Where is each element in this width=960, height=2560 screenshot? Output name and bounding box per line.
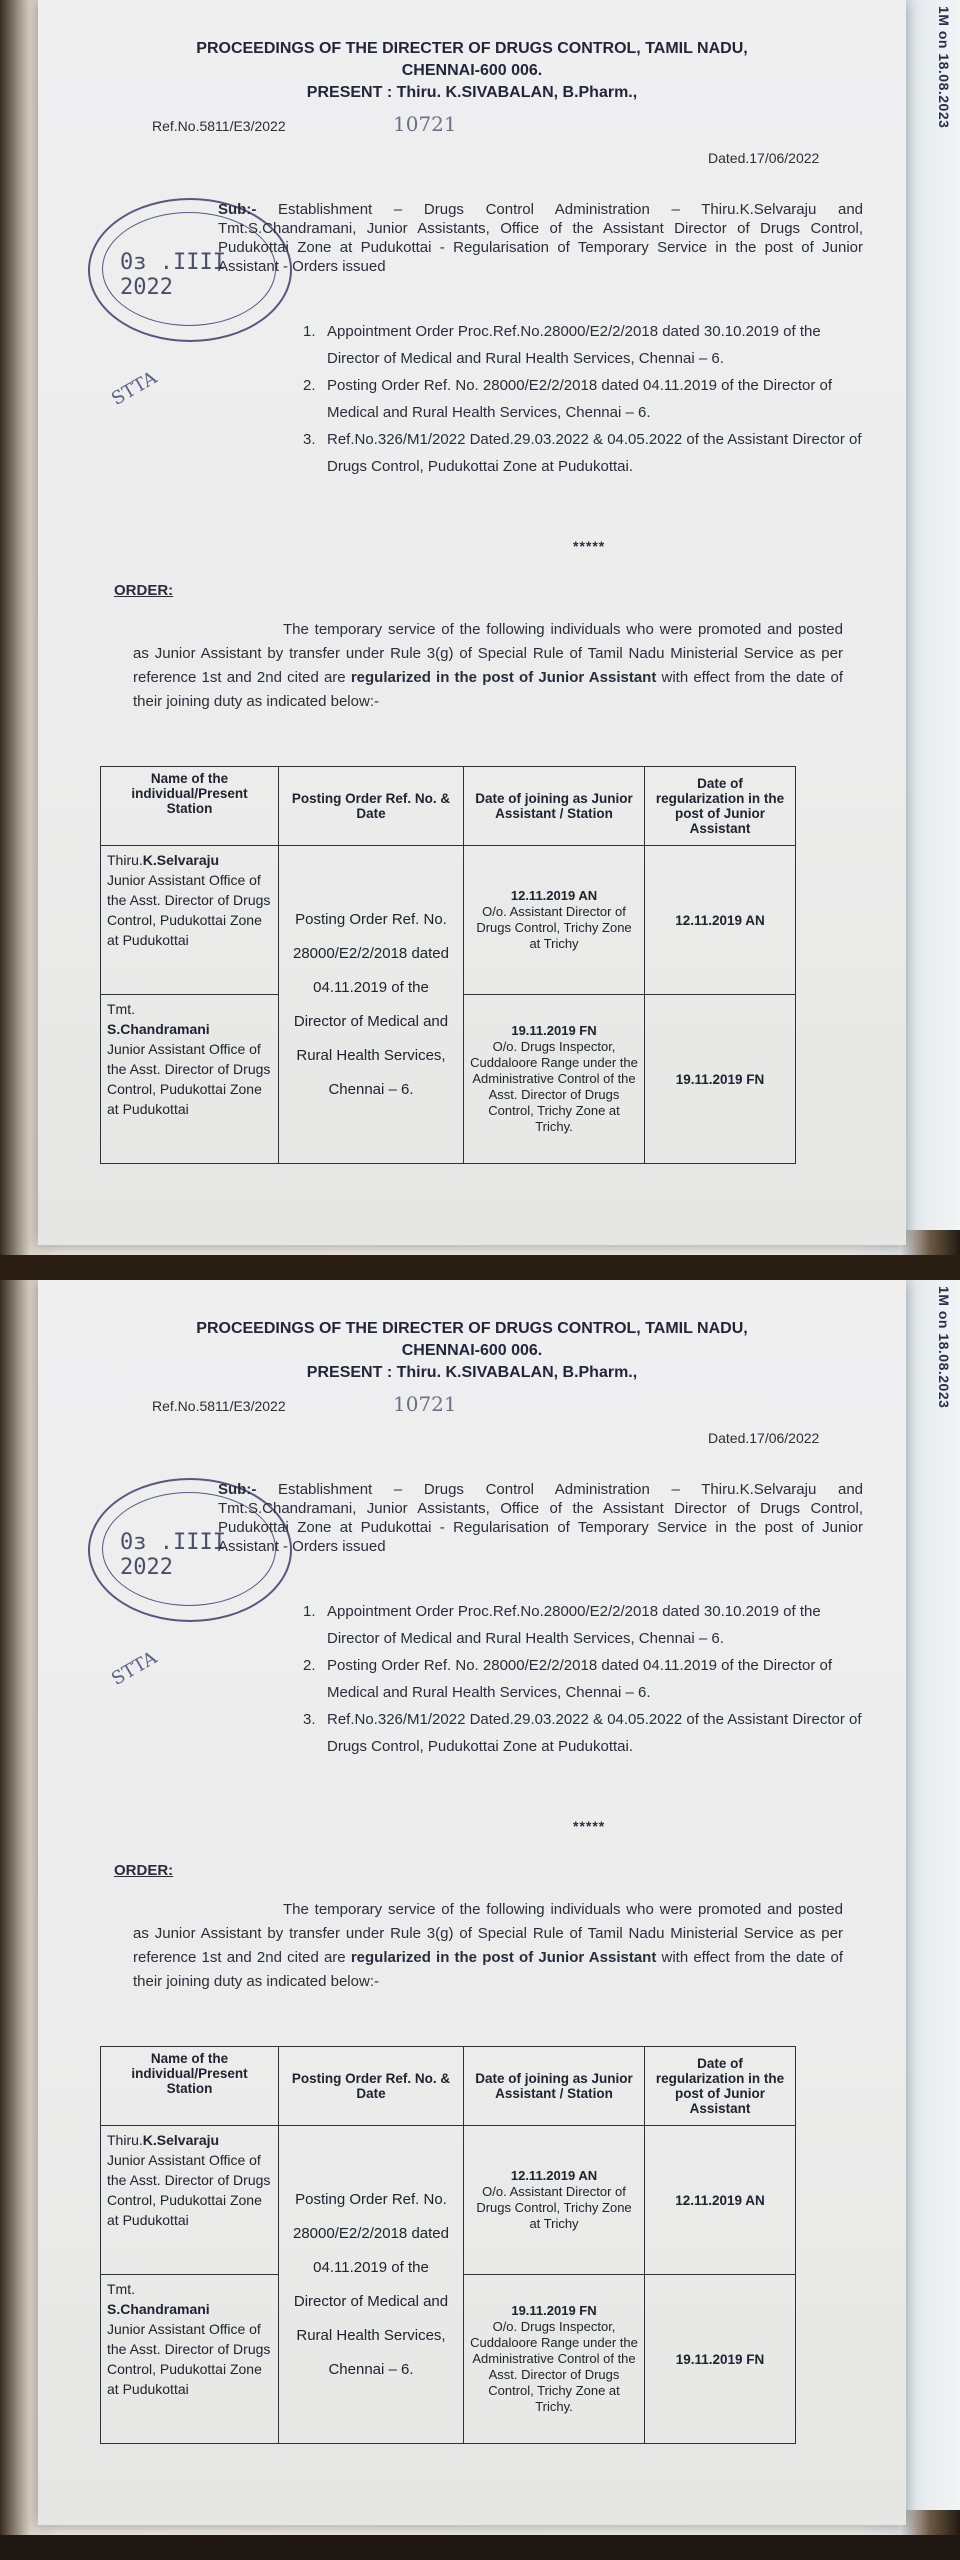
photo-gap (0, 1255, 960, 1280)
edge-sheet-text: 1M on 18.08.2023 (936, 6, 952, 129)
references (303, 318, 863, 480)
header-line-3: PRESENT : Thiru. K.SIVABALAN, B.Pharm., (306, 1364, 638, 1381)
order-heading: ORDER: (114, 582, 174, 599)
table-header: Name of the individual/Present Station (101, 767, 279, 846)
joining-cell: 19.11.2019 FN O/o. Drugs Inspector, Cuddaloore Range under the Administrative Control of the Asst. Director of Drugs Control, Trichy Zone at Trichy. (464, 2275, 645, 2444)
table-header: Date of joining as Junior Assistant / Station (464, 767, 645, 846)
table-header: Name of the individual/Present Station (101, 2047, 279, 2126)
ref-no: Ref.No.5811/E3/2022 (152, 118, 286, 134)
table-header: Posting Order Ref. No. & Date (279, 2047, 464, 2126)
joining-cell: 12.11.2019 AN O/o. Assistant Director of Drugs Control, Trichy Zone at Trichy (464, 2126, 645, 2275)
document-page (38, 1280, 906, 2525)
header-line-1: PROCEEDINGS OF THE DIRECTER OF DRUGS CONTROL, TAMIL NADU, (196, 40, 748, 57)
regularization-table (100, 766, 796, 1164)
regularization-cell: 12.11.2019 AN (645, 846, 796, 995)
stamp-date: 0з .IIII 2022 (120, 250, 226, 300)
posting-order-cell: Posting Order Ref. No. 28000/E2/2/2018 dated 04.11.2019 of the Director of Medical and Rural Health Services, Chennai – 6. (279, 846, 464, 1164)
table-row (101, 2126, 796, 2275)
header-line-2: CHENNAI-600 006. (401, 1342, 543, 1359)
subject-label: Sub:- (218, 1481, 257, 1498)
table-header: Date of joining as Junior Assistant / Station (464, 2047, 645, 2126)
document-page (38, 0, 906, 1245)
table-header: Date of regularization in the post of Junior Assistant (645, 2047, 796, 2126)
table-header: Posting Order Ref. No. & Date (279, 767, 464, 846)
table-row (101, 846, 796, 995)
edge-sheet (897, 1280, 960, 2510)
edge-sheet-text: 1M on 18.08.2023 (936, 1286, 952, 1409)
reference-item: 1. Appointment Order Proc.Ref.No.28000/E2/2/2018 dated 30.10.2019 of the Director of Medical and Rural Health Services, Chennai – 6. (303, 323, 821, 367)
subject-text: Establishment – Drugs Control Administration – Thiru.K.Selvaraju and Tmt.S.Chandramani, Junior Assistants, Office of the Assistant Director of Drugs Control, Pudukottai Zone at Pudukottai - Regularisation of Temporary Service in the post of Junior Assistant - Orders issued (218, 1481, 864, 1555)
order-paragraph: The temporary service of the following individuals who were promoted and posted as Junior Assistant by transfer under Rule 3(g) of Special Rule of Tamil Nadu Ministerial Service as per reference 1st and 2nd cited are regularized in the post of Junior Assistant with effect from the date of their joining duty as indicated below:- (133, 1901, 843, 1990)
reference-item: 3. Ref.No.326/M1/2022 Dated.29.03.2022 & 04.05.2022 of the Assistant Director of Drugs Control, Pudukottai Zone at Pudukottai. (303, 1711, 862, 1755)
reference-item: 2. Posting Order Ref. No. 28000/E2/2/2018 dated 04.11.2019 of the Director of Medical and Rural Health Services, Chennai – 6. (303, 377, 833, 421)
regularization-cell: 19.11.2019 FN (645, 2275, 796, 2444)
subject-label: Sub:- (218, 201, 257, 218)
name-cell: Thiru.K.Selvaraju Junior Assistant Office of the Asst. Director of Drugs Control, Pudukottai Zone at Pudukottai (101, 846, 279, 995)
joining-cell: 19.11.2019 FN O/o. Drugs Inspector, Cuddaloore Range under the Administrative Control of the Asst. Director of Drugs Control, Trichy Zone at Trichy. (464, 995, 645, 1164)
dated: Dated.17/06/2022 (708, 150, 820, 166)
reference-item: 2. Posting Order Ref. No. 28000/E2/2/2018 dated 04.11.2019 of the Director of Medical and Rural Health Services, Chennai – 6. (303, 1657, 833, 1701)
header-line-3: PRESENT : Thiru. K.SIVABALAN, B.Pharm., (306, 84, 638, 101)
regularization-cell: 19.11.2019 FN (645, 995, 796, 1164)
subject-text: Establishment – Drugs Control Administration – Thiru.K.Selvaraju and Tmt.S.Chandramani, Junior Assistants, Office of the Assistant Director of Drugs Control, Pudukottai Zone at Pudukottai - Regularisation of Temporary Service in the post of Junior Assistant - Orders issued (218, 201, 864, 275)
reference-item: 1. Appointment Order Proc.Ref.No.28000/E2/2/2018 dated 30.10.2019 of the Director of Medical and Rural Health Services, Chennai – 6. (303, 1603, 821, 1647)
dated: Dated.17/06/2022 (708, 1430, 820, 1446)
name-cell: Tmt. S.Chandramani Junior Assistant Office of the Asst. Director of Drugs Control, Pudukottai Zone at Pudukottai (101, 995, 279, 1164)
subject (218, 1480, 863, 1556)
posting-order-cell: Posting Order Ref. No. 28000/E2/2/2018 dated 04.11.2019 of the Director of Medical and Rural Health Services, Chennai – 6. (279, 2126, 464, 2444)
regularization-table (100, 2046, 796, 2444)
reference-item: 3. Ref.No.326/M1/2022 Dated.29.03.2022 & 04.05.2022 of the Assistant Director of Drugs Control, Pudukottai Zone at Pudukottai. (303, 431, 862, 475)
document-photo-1 (0, 0, 960, 1255)
regularization-cell: 12.11.2019 AN (645, 2126, 796, 2275)
name-cell: Tmt. S.Chandramani Junior Assistant Office of the Asst. Director of Drugs Control, Pudukottai Zone at Pudukottai (101, 2275, 279, 2444)
handwritten-initials: STTA (108, 1647, 161, 1690)
header-line-2: CHENNAI-600 006. (401, 62, 543, 79)
handwritten-number: 10721 (393, 112, 457, 136)
edge-sheet (897, 0, 960, 1230)
subject (218, 200, 863, 276)
ref-no: Ref.No.5811/E3/2022 (152, 1398, 286, 1414)
separator: ***** (573, 1818, 606, 1834)
stamp-date: 0з .IIII 2022 (120, 1530, 226, 1580)
header-line-1: PROCEEDINGS OF THE DIRECTER OF DRUGS CONTROL, TAMIL NADU, (196, 1320, 748, 1337)
table-header: Date of regularization in the post of Junior Assistant (645, 767, 796, 846)
document-photo-2 (0, 1280, 960, 2535)
order-heading: ORDER: (114, 1862, 174, 1879)
handwritten-number: 10721 (393, 1392, 457, 1416)
name-cell: Thiru.K.Selvaraju Junior Assistant Office of the Asst. Director of Drugs Control, Pudukottai Zone at Pudukottai (101, 2126, 279, 2275)
separator: ***** (573, 538, 606, 554)
references (303, 1598, 863, 1760)
joining-cell: 12.11.2019 AN O/o. Assistant Director of Drugs Control, Trichy Zone at Trichy (464, 846, 645, 995)
handwritten-initials: STTA (108, 367, 161, 410)
order-paragraph: The temporary service of the following individuals who were promoted and posted as Junior Assistant by transfer under Rule 3(g) of Special Rule of Tamil Nadu Ministerial Service as per reference 1st and 2nd cited are regularized in the post of Junior Assistant with effect from the date of their joining duty as indicated below:- (133, 621, 843, 710)
